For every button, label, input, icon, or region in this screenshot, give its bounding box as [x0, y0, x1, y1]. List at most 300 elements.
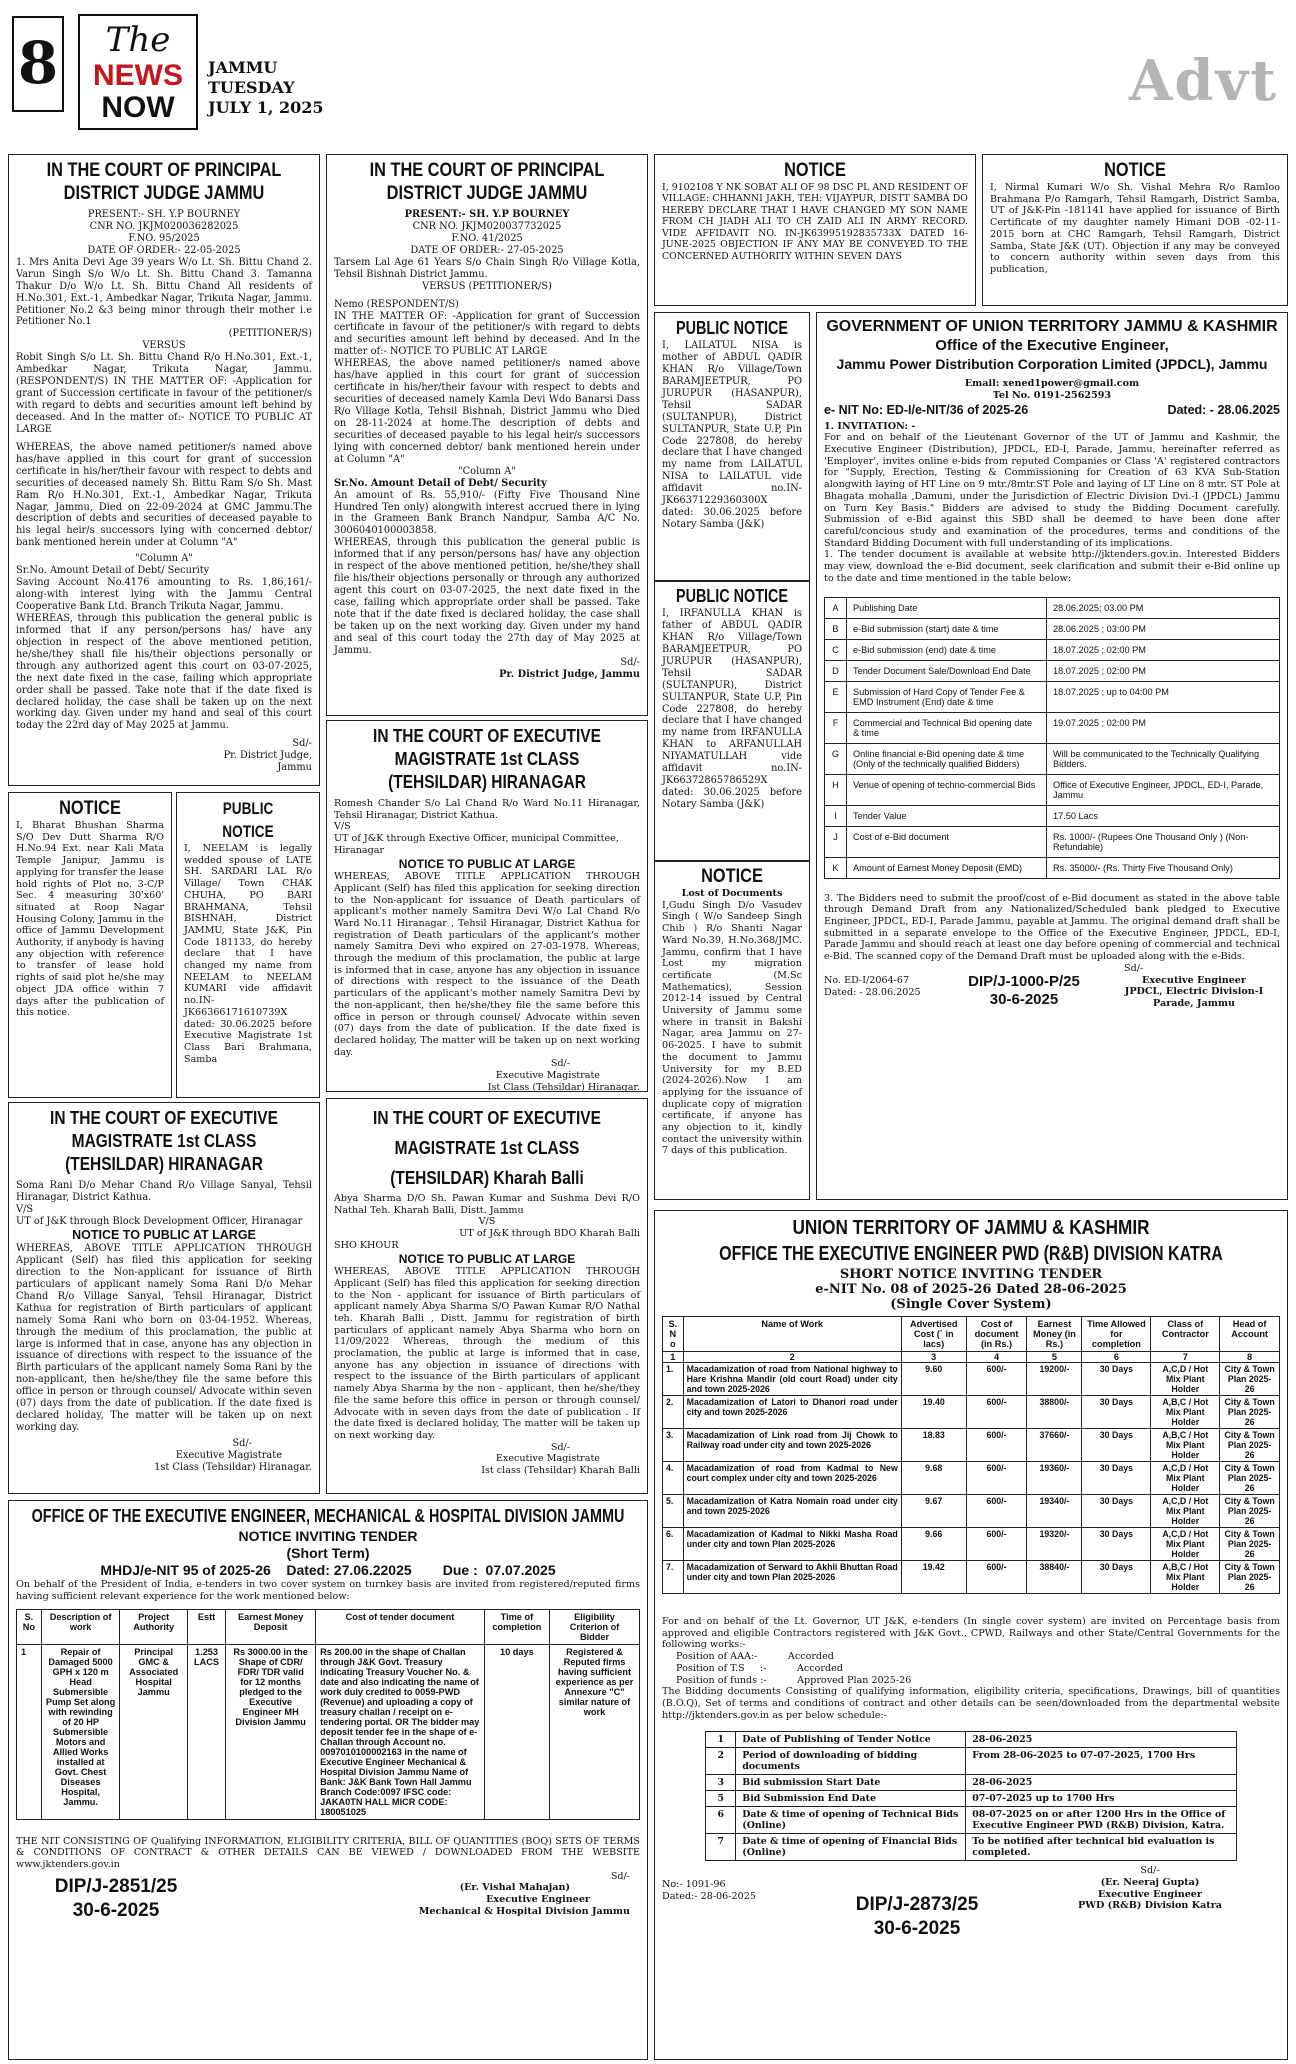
- notice-heading: NOTICE: [784, 160, 846, 181]
- table-cell: 1.: [663, 1363, 684, 1396]
- pwd-schedule-table: [705, 1731, 1236, 1861]
- pwd-head-1: UNION TERRITORY OF JAMMU & KASHMIR: [792, 1217, 1150, 1239]
- non-applicant: UT of J&K through Exective Officer, municipal Committee, Hiranagar: [334, 833, 619, 856]
- table-cell: City & Town Plan 2025-26: [1220, 1495, 1280, 1528]
- signatory-1: Executive Magistrate: [495, 1070, 600, 1082]
- pwd-works-table: [662, 1316, 1280, 1594]
- notice-heading: NOTICE: [59, 798, 121, 819]
- row-value: 18.07.2025 ; 02:00 PM: [1047, 639, 1280, 660]
- mhd-sub-1: NOTICE INVITING TENDER: [238, 1528, 418, 1544]
- schedule-value: 28-06-2025: [966, 1732, 1236, 1748]
- table-cell: A,C,D / Hot Mix Plant Holder: [1151, 1495, 1220, 1528]
- sd: Sd/-: [610, 1870, 630, 1882]
- jpdcl-para-3: 3. The Bidders need to submit the proof/cost of e-Bid document as stated in the above table through Demand Draft from any Nationalized/Scheduled bank pledged to Executive Engineer, JPDCL, ED-I, Parade Jammu, payable at Jammu. The original demand draft shall be submitted in a separate envelope to the Office of the Executive Engineer, JPDCL, ED-I, Parade Jammu and should reach at least one day before opening of commercial and technical e-Bid. The scanned copy of the Demand Draft must be uploaded along with the e-Bids.: [824, 892, 1280, 963]
- column-header: Cost of tender document: [316, 1609, 485, 1644]
- column-header: Time of completion: [484, 1609, 549, 1644]
- signatory-2: Ist class (Tehsildar) Kharah Balli: [481, 1465, 640, 1477]
- column-header: Time Allowed for completion: [1082, 1317, 1151, 1352]
- sign-line-1: (Er. Vishal Mahajan): [459, 1882, 570, 1894]
- row-letter: I: [825, 805, 847, 826]
- matter: IN THE MATTER OF: -Application for grant of Succession certificate in favour of the petitioner/s with regard to debts and securities amount left behind by deceased. And In the matter of:- NOTICE TO PUBLIC AT LARGE: [334, 310, 640, 358]
- table-cell: 30 Days: [1082, 1429, 1151, 1462]
- row-value: 28.06.2025; 03.00 PM: [1047, 597, 1280, 618]
- table-cell: City & Town Plan 2025-26: [1220, 1528, 1280, 1561]
- dateline-day: TUESDAY: [208, 78, 295, 97]
- mhd-heading: OFFICE OF THE EXECUTIVE ENGINEER, MECHANICAL & HOSPITAL DIVISION JAMMU: [31, 1506, 625, 1526]
- table-cell: 9.66: [901, 1528, 966, 1561]
- schedule-value: 07-07-2025 up to 1700 Hrs: [966, 1791, 1236, 1807]
- applicant: Abya Sharma D/O Sh. Pawan Kumar and Sushma Devi R/O Nathal Teh. Kharah Balli, Distt. Jammu: [334, 1193, 640, 1216]
- table-cell: 30 Days: [1082, 1396, 1151, 1429]
- sign-line-1: (Er. Neeraj Gupta): [1100, 1877, 1200, 1889]
- schedule-value: 28-06-2025: [966, 1775, 1236, 1791]
- table-row: [663, 1429, 1280, 1462]
- table-cell: 19320/-: [1027, 1528, 1082, 1561]
- column-header: Earnest Money (in Rs.): [1027, 1317, 1082, 1352]
- table-cell: Macadamization of road from National highway to Hare Krishna Mandir (old court Road) under city and town 2025-2026: [683, 1363, 901, 1396]
- table-cell: Rs 200.00 in the shape of Challan through J&K Govt. Treasury indicating Treasury Voucher No. & date and also indicating the name of work duly credited to 0059-PWD (Revenue) and uploading a copy of treasury challan / receipt on e-tendering portal. OR The bidder may deposit tender fee in the shape of e-Challan through Account no. 0097010100002163 in the name of Executive Engineer Mechanical & Hospital Division Jammu Name of Bank: J&K Bank Town Hall Jammu Branch Code:0097 IFSC code: JAKA0TN HALL MICR CODE: 180051025: [316, 1644, 485, 1819]
- schedule-item: Date of Publishing of Tender Notice: [736, 1732, 966, 1748]
- column-number: 4: [966, 1352, 1027, 1363]
- table-cell: 1: [17, 1644, 42, 1819]
- dip-date: 30-6-2025: [873, 1918, 961, 1940]
- logo-now: NOW: [101, 91, 175, 124]
- public-notice-heading: PUBLIC NOTICE: [676, 318, 789, 338]
- table-cell: 600/-: [966, 1495, 1027, 1528]
- row-item: Amount of Earnest Money Deposit (EMD): [847, 857, 1047, 878]
- row-value: Office of Executive Engineer, JPDCL, ED-I, Parade, Jammu: [1047, 774, 1280, 805]
- mhd-work-table: [16, 1609, 640, 1820]
- whereas-2: WHEREAS, through this publication the general public is informed that if any person/persons has/ have any objection in respect of the above mentioned petition, he/she/they shall file his/their objections personally or through any authorized agent this court on 03-07-2025, the next date fixed in the case, failing which appropriate order shall be passed. Take note that if the date fixed is declared holiday, the case shall be taken up on the next working day. Given under my hand and seal of this court today the 27th day of May 2025 at Jammu.: [334, 537, 640, 656]
- versus-label: VERSUS: [142, 340, 186, 352]
- court-notice-hiranagar-birth: [8, 1102, 320, 1494]
- table-row: [663, 1495, 1280, 1528]
- schedule-value: From 28-06-2025 to 07-07-2025, 1700 Hrs: [966, 1748, 1236, 1775]
- dip-date: 30-6-2025: [989, 990, 1059, 1008]
- sign-line-3: PWD (R&B) Division Katra: [1077, 1900, 1222, 1912]
- pwd-dt: Dated:- 28-06-2025: [662, 1891, 756, 1903]
- signatory-1: Executive Magistrate: [175, 1449, 282, 1461]
- table-cell: 18.83: [901, 1429, 966, 1462]
- jpdcl-schedule-row: [825, 639, 1280, 660]
- jpdcl-signature: [1104, 975, 1284, 1010]
- table-row: [663, 1528, 1280, 1561]
- dip-date: 30-6-2025: [72, 1899, 160, 1921]
- row-value: Rs. 1000/- (Rupees One Thousand Only ) (Non-Refundable): [1047, 826, 1280, 857]
- row-item: Commercial and Technical Bid opening date & time: [847, 712, 1047, 743]
- table-cell: Macadamization of Latori to Dhanori road under city and town 2025-2026: [683, 1396, 901, 1429]
- jpdcl-schedule-row: [825, 712, 1280, 743]
- jpdcl-schedule-row: [825, 597, 1280, 618]
- dip-number: DIP/J-1000-P/25: [968, 972, 1080, 990]
- jpdcl-schedule-row: [825, 681, 1280, 712]
- table-cell: 4.: [663, 1462, 684, 1495]
- mhd-tender-notice: [8, 1500, 648, 2060]
- column-header: Earnest Money Deposit: [226, 1609, 316, 1644]
- table-cell: Macadamization of Katra Nomain road under city and town 2025-2026: [683, 1495, 901, 1528]
- whereas-2: WHEREAS, through this publication the general public is informed that if any person/persons has/ have any objection in respect of the above mentioned petition, he/she/they shall file his/their objections personally or through any authorized agent this court on 03-07-2025, the next date fixed in the case, failing which appropriate order shall be passed. Take note that if the date fixed is declared holiday, the case shall be taken up on the next working day. Given under my hand and seal of this court today the 22rd day of May 2025 at Jammu.: [16, 612, 312, 732]
- notice-lost-documents: [654, 860, 810, 1200]
- sd: Sd/-: [292, 738, 312, 750]
- table-cell: City & Town Plan 2025-26: [1220, 1429, 1280, 1462]
- signatory-2: 1st Class (Tehsildar) Hiranagar.: [154, 1461, 312, 1473]
- table-row: [663, 1462, 1280, 1495]
- schedule-no: 5: [706, 1791, 736, 1807]
- pwd-signature: [1050, 1865, 1250, 1912]
- sign-line-3: Mechanical & Hospital Division Jammu: [418, 1905, 630, 1917]
- jpdcl-schedule-row: [825, 743, 1280, 774]
- table-cell: 2.: [663, 1396, 684, 1429]
- schedule-item: Bid Submission End Date: [736, 1791, 966, 1807]
- notice-subheading: Lost of Documents: [681, 888, 783, 899]
- jpdcl-nit-line: [824, 403, 1280, 418]
- notice-body: WHEREAS, ABOVE TITLE APPLICATION THROUGH Applicant (Self) has filed this application for seeking direction to the Non - applicant for issuance of Birth particulars of applicant namely Abya Sharma S/O Pawan Kumar R/O Nathal teh. Kharah Balli , Distt. Jammu for registration of birth particulars of applicant namely Abya Sharma who born on 11/09/2022 Whereas, through the medium of this proclamation, the public at large is informed that in case, anyone has any objection in issuance of directions with respect to the issuance of the Birth particulars of applicant namely Abya Sharma by the non - applicant, then he/she/they file the same before this office in person or through counsel/ Advocate with in seven days from the date of publication . If the date fixed is declared holiday, The matter will be taken up on next working day.: [334, 1266, 640, 1441]
- sign-line-3: Parade, Jammu: [1153, 998, 1235, 1010]
- row-item: Publishing Date: [847, 597, 1047, 618]
- jpdcl-dt: Dated: - 28.06.2025: [824, 986, 921, 998]
- column-header: Estt: [187, 1609, 225, 1644]
- row-item: Cost of e-Bid document: [847, 826, 1047, 857]
- present-line: PRESENT:- SH. Y.P BOURNEY: [87, 209, 241, 220]
- pwd-head-2: OFFICE THE EXECUTIVE ENGINEER PWD (R&B) DIVISION KATRA: [719, 1243, 1223, 1265]
- notice-body: WHEREAS, ABOVE TITLE APPLICATION THROUGH Applicant (Self) has filed this application for seeking direction to the Non-applicant for issuance of Birth particulars of applicant namely Soma Rani D/o Mehar Chand R/o Village Sanyal, Tehsil Hiranagar, District Kathua for registration of Birth particulars of applicant namely Soma Rani who born on 03-04-1952. Whereas, through the medium of this proclamation, the public at large is informed that in case, anyone has any objection in issuance of directions with respect to the issuance of the Birth particulars of the applicant namely Soma Rani by the non-applicant, then he/she/they file the same before this office in person or through counsel/ Advocate within seven (07) days from the date of publication. If the date fixed is declared holiday, The matter will be taken up on next working day.: [16, 1243, 312, 1434]
- jpdcl-no: No. ED-I/2064-67: [824, 974, 910, 986]
- jpdcl-schedule-row: [825, 857, 1280, 878]
- table-cell: 30 Days: [1082, 1528, 1151, 1561]
- notice-heading: NOTICE: [1104, 160, 1166, 181]
- sd: Sd/-: [1140, 1865, 1160, 1877]
- row-value: Rs. 35000/- (Rs. Thirty Five Thousand Only): [1047, 857, 1280, 878]
- table-cell: 30 Days: [1082, 1495, 1151, 1528]
- table-cell: A,C,D / Hot Mix Plant Holder: [1151, 1528, 1220, 1561]
- table-cell: 19200/-: [1027, 1363, 1082, 1396]
- non-applicant: UT of J&K through Block Development Officer, Hiranagar: [16, 1215, 303, 1227]
- table-cell: 9.68: [901, 1462, 966, 1495]
- column-a-detail: Saving Account No.4176 amounting to Rs. 1,86,161/- along-with interest lying with the Jammu Central Cooperative Bank Ltd. Branch Trikuta Nagar, Jammu.: [16, 577, 312, 612]
- table-cell: 6.: [663, 1528, 684, 1561]
- schedule-item: Date & time of opening of Technical Bids (Online): [736, 1807, 966, 1834]
- schedule-no: 2: [706, 1748, 736, 1775]
- table-cell: A,B,C / Hot Mix Plant Holder: [1151, 1429, 1220, 1462]
- pwd-para-1: For and on behalf of the Lt. Governor, UT J&K, e-tenders (In single cover system) are invited on Percentage basis from approved and eligible Contractors registered with J&K Govt., CPWD, Railways and other State/Central Governments for the following works:-: [662, 1616, 1280, 1651]
- table-cell: Macadamization of Link road from Jij Chowk to Railway road under city and town 2025-2026: [683, 1429, 901, 1462]
- court-notice-2-heading: IN THE COURT OF PRINCIPAL DISTRICT JUDGE JAMMU: [369, 160, 605, 204]
- fno-line: F.NO. 95/2025: [128, 232, 200, 244]
- table-cell: A,B,C / Hot Mix Plant Holder: [1151, 1396, 1220, 1429]
- table-cell: 19.40: [901, 1396, 966, 1429]
- jpdcl-sd: Sd/-: [1124, 962, 1144, 974]
- jpdcl-head-3: Jammu Power Distribution Corporation Limited (JPDCL), Jammu: [836, 356, 1268, 372]
- table-cell: 30 Days: [1082, 1561, 1151, 1594]
- schedule-item: Period of downloading of bidding documents: [736, 1748, 966, 1775]
- newspaper-logo: [78, 14, 198, 130]
- row-value: 28.06.2025 ; 03:00 PM: [1047, 618, 1280, 639]
- row-item: Submission of Hard Copy of Tender Fee & EMD Instrument (End) date & time: [847, 681, 1047, 712]
- table-cell: Macadamization of Serward to Akhli Bhuttan Road under city and town Plan 2025-2026: [683, 1561, 901, 1594]
- table-cell: Principal GMC & Associated Hospital Jammu: [120, 1644, 187, 1819]
- table-cell: A,C,D / Hot Mix Plant Holder: [1151, 1363, 1220, 1396]
- column-a-detail: An amount of Rs. 55,910/- (Fifty Five Thousand Nine Hundred Ten only) alongwith interest accrued there in lying in the Grameen Bank Branch Nandpur, Samba A/C No. 3006040100003858.: [334, 489, 640, 537]
- table-cell: 5.: [663, 1495, 684, 1528]
- signatory: Pr. District Judge, Jammu: [223, 750, 312, 774]
- versus: V/S: [478, 1216, 496, 1228]
- sign-line-2: JPDCL, Electric Division-I: [1124, 986, 1264, 998]
- row-letter: H: [825, 774, 847, 805]
- mhd-nit: MHDJ/e-NIT 95 of 2025-26 Dated: 27.06.22025 Due : 07.07.2025: [100, 1562, 556, 1579]
- court-notice-1-heading: IN THE COURT OF PRINCIPAL DISTRICT JUDGE JAMMU: [46, 160, 282, 204]
- schedule-item: Bid submission Start Date: [736, 1775, 966, 1791]
- table-cell: 19340/-: [1027, 1495, 1082, 1528]
- public-notice-irfanulla: [654, 580, 810, 862]
- table-cell: City & Town Plan 2025-26: [1220, 1462, 1280, 1495]
- table-cell: Rs 3000.00 in the Shape of CDR/ FDR/ TDR valid for 12 months pledged to the Executive Engineer MH Division Jammu: [226, 1644, 316, 1819]
- dateline-date: JULY 1, 2025: [208, 98, 324, 117]
- sign-line-2: Executive Engineer: [1098, 1888, 1202, 1900]
- notice-name-change-army: [654, 154, 976, 306]
- row-item: Tender Document Sale/Download End Date: [847, 660, 1047, 681]
- jpdcl-invitation: 1. INVITATION: -: [824, 420, 916, 432]
- schedule-row: [706, 1807, 1236, 1834]
- table-cell: 30 Days: [1082, 1462, 1151, 1495]
- table-cell: 9.60: [901, 1363, 966, 1396]
- table-cell: Repair of Damaged 5000 GPH x 120 m Head Submersible Pump Set along with rewinding of 20 HP Submersible Motors and Allied Works installed at Govt. Chest Diseases Hospital, Jammu.: [41, 1644, 120, 1819]
- table-cell: Macadamization of road from Kadmal to New court complex under city and town 2025-2026: [683, 1462, 901, 1495]
- nemo-label: Nemo (RESPONDENT/S): [334, 298, 459, 310]
- notice-public-large: NOTICE TO PUBLIC AT LARGE: [398, 1251, 576, 1266]
- schedule-value: 08-07-2025 on or after 1200 Hrs in the Office of Executive Engineer PWD (R&B) Division, Katra.: [966, 1807, 1236, 1834]
- versus: V/S: [16, 1203, 34, 1215]
- sd: Sd/-: [620, 656, 640, 668]
- table-cell: City & Town Plan 2025-26: [1220, 1561, 1280, 1594]
- pwd-dip: [832, 1893, 1002, 1941]
- notice-body: I, Bharat Bhushan Sharma S/O Dev Dutt Sharma R/O H.No.94 Ext. near Kali Mata Temple Janipur, Jammu is applying for transfer the lease hold rights of Plot no. 3-C/P Sec. 4 measuring 30'x60' situated at Roop Nagar Housing Colony, Jammu in the office of Jammu Development Authority, if anybody is having any objection with reference to transfer of lease hold rights of said plot he/she may object JDA office within 7 days after the publication of this notice.: [16, 820, 164, 1019]
- notice-public-large: NOTICE TO PUBLIC AT LARGE: [398, 856, 576, 871]
- dateline-city: JAMMU: [208, 58, 278, 77]
- mhd-footer-text: THE NIT CONSISTING OF Qualifying INFORMATION, ELIGIBILITY CRITERIA, BILL OF QUANTITIES (BOQ) SETS OF TERMS & CONDITIONS OF CONTRACT & OTHER DETAILS CAN BE VIEWED / DOWNLOADED FROM THE WEBSITE www.jktenders.gov.in: [16, 1835, 640, 1871]
- schedule-item: Date & time of opening of Financial Bids (Online): [736, 1834, 966, 1861]
- row-letter: C: [825, 639, 847, 660]
- column-a-header: Sr.No. Amount Detail of Debt/ Security: [334, 477, 547, 489]
- order-date-line: DATE OF ORDER:- 27-05-2025: [410, 244, 564, 256]
- column-number: 5: [1027, 1352, 1082, 1363]
- table-cell: 600/-: [966, 1528, 1027, 1561]
- notice-birth-certificate: [982, 154, 1288, 306]
- column-number: 2: [683, 1352, 901, 1363]
- petitioner: Tarsem Lal Age 61 Years S/o Chain Singh R/o Village Kotla, Tehsil Bishnah District Jammu.: [334, 256, 640, 280]
- dip-number: DIP/J-2851/25: [54, 1875, 178, 1897]
- court-heading: IN THE COURT OF EXECUTIVE MAGISTRATE 1st CLASS (TEHSILDAR) Kharah Balli: [373, 1108, 601, 1188]
- petitioner-label: (PETITIONER/S): [228, 328, 312, 340]
- schedule-value: To be notified after technical bid evaluation is completed.: [966, 1834, 1236, 1861]
- sd: Sd/-: [550, 1441, 570, 1453]
- signatory-1: Executive Magistrate: [495, 1453, 600, 1465]
- public-notice-body: I, IRFANULLA KHAN is father of ABDUL QADIR KHAN R/o Village/Town BARAMJEETPUR, PO JURUPUR (HASANPUR), Tehsil SADAR (SULTANPUR), District SULTANPUR, State U.P, Pin Code 227808, do hereby declare that I have changed my name from IRFANULLA KHAN to ARFANULLAH NIYAMATULLAH vide affidavit no.IN-JK66372865786529X dated: 30.06.2025 before Notary Samba (J&K): [662, 608, 802, 810]
- column-header: Advertised Cost (` in lacs): [901, 1317, 966, 1352]
- pwd-pos-1: Position of AAA:- Accorded: [676, 1651, 834, 1663]
- dateline: [208, 58, 324, 118]
- row-value: 17.50 Lacs: [1047, 805, 1280, 826]
- row-letter: K: [825, 857, 847, 878]
- row-letter: B: [825, 618, 847, 639]
- jpdcl-dip: [954, 973, 1094, 1009]
- jpdcl-schedule-row: [825, 774, 1280, 805]
- row-value: Will be communicated to the Technically Qualifying Bidders.: [1047, 743, 1280, 774]
- row-value: 19.07.2025 ; 02:00 PM: [1047, 712, 1280, 743]
- present-line: PRESENT:- SH. Y.P BOURNEY: [404, 209, 570, 220]
- mhd-footer: [16, 1871, 640, 1941]
- column-a-label: "Column A": [135, 553, 193, 565]
- notice-body: I,Gudu Singh D/o Vasudev Singh ( W/o Sandeep Singh Chib ) R/o Shanti Nagar Ward No.39, H.No.368/JMC. Jammu, confirm that I have Lost my migration certificate (M.Sc Mathematics), Session 2012-14 issued by Central University of Jammu some where in transit in Bakshi Nagar, area Jammu on 27-06-2025. I have to submit the document to Jammu University for my B.ED (2024-2026).Now I am applying for the issuance of duplicate copy of migration certificate, if anyone has any objection to it, kindly contact the university within 7 days of this publication.: [662, 899, 802, 1157]
- section-label: Advt: [1128, 48, 1278, 114]
- column-a-label: "Column A": [458, 465, 516, 477]
- whereas-1: WHEREAS, the above named petitioner/s named above has/have applied in this court for grant of succession certificate in his/her/their favour with respect to debts and securities of deceased namely Sh. Bittu Ram S/o Sh. Mast Ram R/o H.No.301, Ext.-1, Ambedkar Nagar, Trikuta Nagar, Jammu, Died on 22-09-2024 at GMC Jammu.The description of debts and securities of deceased payable to his legal heir/s successors lying with concerned debtor/ bank mentioned herein under at Column "A": [16, 441, 312, 549]
- sd: Sd/-: [550, 1058, 570, 1070]
- whereas-1: WHEREAS, the above named petitioner/s named above has/have applied in this court for grant of succession certificate in his/her/their favour with respect to debts and securities of deceased namely Kamla Devi Wdo Banarsi Dass R/o Village Kotla, Tehsil Bishnah, District Jammu who Died on 28-11-2024 at home.The description of debts and securities of deceased payable to his legal heir/s successors lying with concerned debtor/ bank mentioned herein under at Column "A": [334, 358, 640, 465]
- column-header: Class of Contractor: [1151, 1317, 1220, 1352]
- pwd-tender-notice: [654, 1210, 1288, 2060]
- court-notice-1: [8, 154, 320, 786]
- schedule-no: 7: [706, 1834, 736, 1861]
- row-item: e-Bid submission (end) date & time: [847, 639, 1047, 660]
- table-cell: 1.253 LACS: [187, 1644, 225, 1819]
- table-cell: 7.: [663, 1561, 684, 1594]
- schedule-no: 6: [706, 1807, 736, 1834]
- table-row: [663, 1561, 1280, 1594]
- table-cell: 19.42: [901, 1561, 966, 1594]
- jpdcl-email: Email: xened1power@gmail.com: [964, 378, 1140, 389]
- column-number: 7: [1151, 1352, 1220, 1363]
- table-cell: Macadamization of Kadmal to Nikki Masha Road under city and town Plan 2025-2026: [683, 1528, 901, 1561]
- court-notice-hiranagar-death: [326, 720, 648, 1092]
- column-number: 3: [901, 1352, 966, 1363]
- public-notice-body: I, NEELAM is legally wedded spouse of LATE SH. SARDARI LAL R/o Village/ Town CHAK CHUHA, PO BARI BRAHMANA, Tehsil BISHNAH, District JAMMU, State J&K, Pin Code 181133, do hereby declare that I have changed my name from NEELAM to NEELAM KUMARI vide affidavit no.IN-JK66366171610739X dated: 30.06.2025 before Executive Magistrate 1st Class Bari Brahmana, Samba: [184, 843, 312, 1065]
- applicant: Soma Rani D/o Mehar Chand R/o Village Sanyal, Tehsil Hiranagar, District Kathua.: [16, 1180, 312, 1203]
- pwd-sub-1: SHORT NOTICE INVITING TENDER: [839, 1267, 1103, 1282]
- jpdcl-schedule-row: [825, 805, 1280, 826]
- pwd-pos-2: Position of T.S :- Accorded: [676, 1662, 843, 1674]
- signatory-2: Ist Class (Tehsildar) Hiranagar.: [487, 1081, 640, 1092]
- jpdcl-dated: Dated: - 28.06.2025: [1167, 403, 1280, 418]
- table-cell: 38840/-: [1027, 1561, 1082, 1594]
- table-cell: City & Town Plan 2025-26: [1220, 1396, 1280, 1429]
- public-notice-neelam: [176, 792, 320, 1098]
- public-notice-heading: PUBLIC NOTICE: [222, 799, 274, 841]
- schedule-row: [706, 1834, 1236, 1861]
- jpdcl-nit: e- NIT No: ED-I/e-NIT/36 of 2025-26: [824, 403, 1029, 418]
- court-heading: IN THE COURT OF EXECUTIVE MAGISTRATE 1st CLASS (TEHSILDAR) HIRANAGAR: [50, 1108, 278, 1174]
- column-header: S. N o: [663, 1317, 684, 1352]
- row-value: 18.07.2025 ; up to 04:00 PM: [1047, 681, 1280, 712]
- sign-line-2: Executive Engineer: [486, 1894, 590, 1906]
- row-letter: A: [825, 597, 847, 618]
- jpdcl-para-1: For and on behalf of the Lieutenant Governor of the UT of Jammu and Kashmir, the Executive Engineer (Distribution), JPDCL, ED-I, Parade, Jammu, hereinafter referred as 'Employer', invites online e-bids from reputed Companies or Class 'A' registered contractors for "Supply, Erection, Testing & Commissioning for Creation of 63 KVA Sub-Station alongwith laying of HT Line on 9 mtr./8mtr.ST Pole and laying of LT Line on 8 mtr. ST Pole at Bhagata mohalla ,Damuni, under the Jurisdiction of Electric Division Dvi.-I (JPDCL) Jammu on Turn Key Basis." Bidders are advised to study the Bidding Document carefully. Submission of e-Bid against this SBD shall be deemed to have been done after careful/concious study and examination of the procedures, terms and conditions of the Standard Bidding Document with full understanding of its implications.: [824, 432, 1280, 549]
- jpdcl-tender-notice: [816, 312, 1288, 1200]
- row-value: 18.07.2025 ; 02:00 PM: [1047, 660, 1280, 681]
- row-item: e-Bid submission (start) date & time: [847, 618, 1047, 639]
- sho-label: SHO KHOUR: [334, 1239, 399, 1251]
- table-cell: A,B,C / Hot Mix Plant Holder: [1151, 1561, 1220, 1594]
- jpdcl-schedule-row: [825, 660, 1280, 681]
- column-header: Eligibility Criterion of Bidder: [550, 1609, 640, 1644]
- public-notice-lailatul: [654, 312, 810, 582]
- pwd-para-2: The Bidding documents Consisting of qualifying information, eligibility criteria, specifications, Drawings, bill of quantities (B.O.Q), Set of terms and conditions of contract and other details can be seen/downloaded from the departmental website http://jktenders.gov.in as per below schedule:-: [662, 1686, 1280, 1721]
- column-a-header: Sr.No. Amount Detail of Debt/ Security: [16, 565, 210, 577]
- column-header: Description of work: [41, 1609, 120, 1644]
- table-row: [663, 1363, 1280, 1396]
- jpdcl-head-1: GOVERNMENT OF UNION TERRITORY JAMMU & KASHMIR: [826, 318, 1278, 335]
- jpdcl-schedule-row: [825, 618, 1280, 639]
- signatory: Pr. District Judge, Jammu: [499, 668, 640, 680]
- jpdcl-footer: [824, 963, 1280, 1033]
- mhd-intro: On behalf of the President of India, e-tenders in two cover system on turnkey basis are invited from registered/reputed firms having sufficient relevant experience for the work mentioned below:: [16, 1579, 640, 1602]
- row-letter: D: [825, 660, 847, 681]
- schedule-row: [706, 1775, 1236, 1791]
- pwd-sub-3: (Single Cover System): [890, 1297, 1052, 1312]
- table-cell: 38800/-: [1027, 1396, 1082, 1429]
- schedule-no: 3: [706, 1775, 736, 1791]
- court-notice-kharah-balli: [326, 1098, 648, 1494]
- schedule-row: [706, 1748, 1236, 1775]
- versus-label: VERSUS (PETITIONER/S): [422, 280, 552, 292]
- schedule-no: 1: [706, 1732, 736, 1748]
- table-cell: 9.67: [901, 1495, 966, 1528]
- column-header: Head of Account: [1220, 1317, 1280, 1352]
- table-cell: 600/-: [966, 1396, 1027, 1429]
- notice-lease-transfer: [8, 792, 172, 1098]
- table-cell: 600/-: [966, 1462, 1027, 1495]
- table-cell: 19360/-: [1027, 1462, 1082, 1495]
- cnr-line: CNR NO. JKJM020037732025: [412, 220, 562, 232]
- notice-body: I, 9102108 Y NK SOBAT ALI OF 98 DSC PL AND RESIDENT OF VILLAGE: CHHANNI JAKH, TEH: VIJAYPUR, DISTT SAMBA DO HEREBY DECLARE THAT I HAVE CHANGED MY SON NAME FROM CH JIADH ALI TO CH ZAID ALI IN ARMY RECORD. VIDE AFFIDAVIT NO. IN-JK63995192835733X DATED 16-JUNE-2025 OBJECTION IF ANY MAY BE CONVEYED TO THE CONCERNED AUTHORITY WITHIN SEVEN DAYS: [662, 182, 968, 262]
- row-item: Tender Value: [847, 805, 1047, 826]
- fno-line: F.NO. 41/2025: [451, 232, 523, 244]
- petitioners: 1. Mrs Anita Devi Age 39 years W/o Lt. Sh. Bittu Chand 2. Varun Singh S/o W/o Lt. Sh. Bittu Chand 3. Tamanna Thakur D/o W/o Lt. Sh. Bittu Chand All residents of H.No.301, Ext.-1, Ambedkar Nagar, Trikuta Nagar, Jammu. Petitioner No.2 &3 being minor through their mother i.e Petitioner No.1: [16, 256, 312, 328]
- dip-number: DIP/J-2873/25: [855, 1894, 979, 1916]
- column-header: Cost of document (in Rs.): [966, 1317, 1027, 1352]
- schedule-row: [706, 1732, 1236, 1748]
- row-letter: J: [825, 826, 847, 857]
- pwd-sub-2: e-NIT No. 08 of 2025-26 Dated 28-06-2025: [815, 1282, 1127, 1297]
- column-header: Name of Work: [683, 1317, 901, 1352]
- sd: Sd/-: [232, 1438, 252, 1449]
- row-letter: E: [825, 681, 847, 712]
- non-applicant: UT of J&K through BDO Kharah Balli: [459, 1228, 640, 1240]
- column-number: 6: [1082, 1352, 1151, 1363]
- logo-news: NEWS: [93, 59, 183, 92]
- mhd-sub-2: (Short Term): [286, 1545, 370, 1562]
- notice-body: I, Nirmal Kumari W/o Sh. Vishal Mehra R/o Ramloo Brahmana P/o Ramgarh, Tehsil Ramgarh, District Samba, UT of J&K-Pin -181141 have applied for issuance of Birth Certificate of my daughter namely Himani DOB -02-11-2015 born at CHC Ramgarh, Tehsil Ramgarh, District Samba, State J&K (UT). Objection if any may be conveyed to concern authority within seven days from this publication,: [990, 182, 1280, 275]
- mhd-dip: [36, 1875, 196, 1923]
- table-row: [663, 1396, 1280, 1429]
- pwd-no: No:- 1091-96: [662, 1879, 726, 1891]
- table-cell: 600/-: [966, 1429, 1027, 1462]
- masthead: [0, 0, 1296, 150]
- order-date-line: DATE OF ORDER:- 22-05-2025: [87, 244, 241, 256]
- table-cell: A,C,D / Hot Mix Plant Holder: [1151, 1462, 1220, 1495]
- jpdcl-para-2: 1. The tender document is available at website http://jktenders.gov.in. Interested Bidders may view, download the e-Bid document, seek clarification and submit their e-Bid online up to the date and time mentioned in the table below:: [824, 549, 1280, 584]
- jpdcl-head-2: Office of the Executive Engineer,: [935, 337, 1169, 354]
- column-header: Project Authority: [120, 1609, 187, 1644]
- table-cell: 3.: [663, 1429, 684, 1462]
- schedule-row: [706, 1791, 1236, 1807]
- row-letter: F: [825, 712, 847, 743]
- jpdcl-schedule-table: [824, 597, 1280, 879]
- cnr-line: CNR NO. JKJM020036282025: [89, 220, 239, 232]
- column-number: 8: [1220, 1352, 1280, 1363]
- versus: V/S: [334, 821, 351, 833]
- row-letter: G: [825, 743, 847, 774]
- table-cell: 600/-: [966, 1363, 1027, 1396]
